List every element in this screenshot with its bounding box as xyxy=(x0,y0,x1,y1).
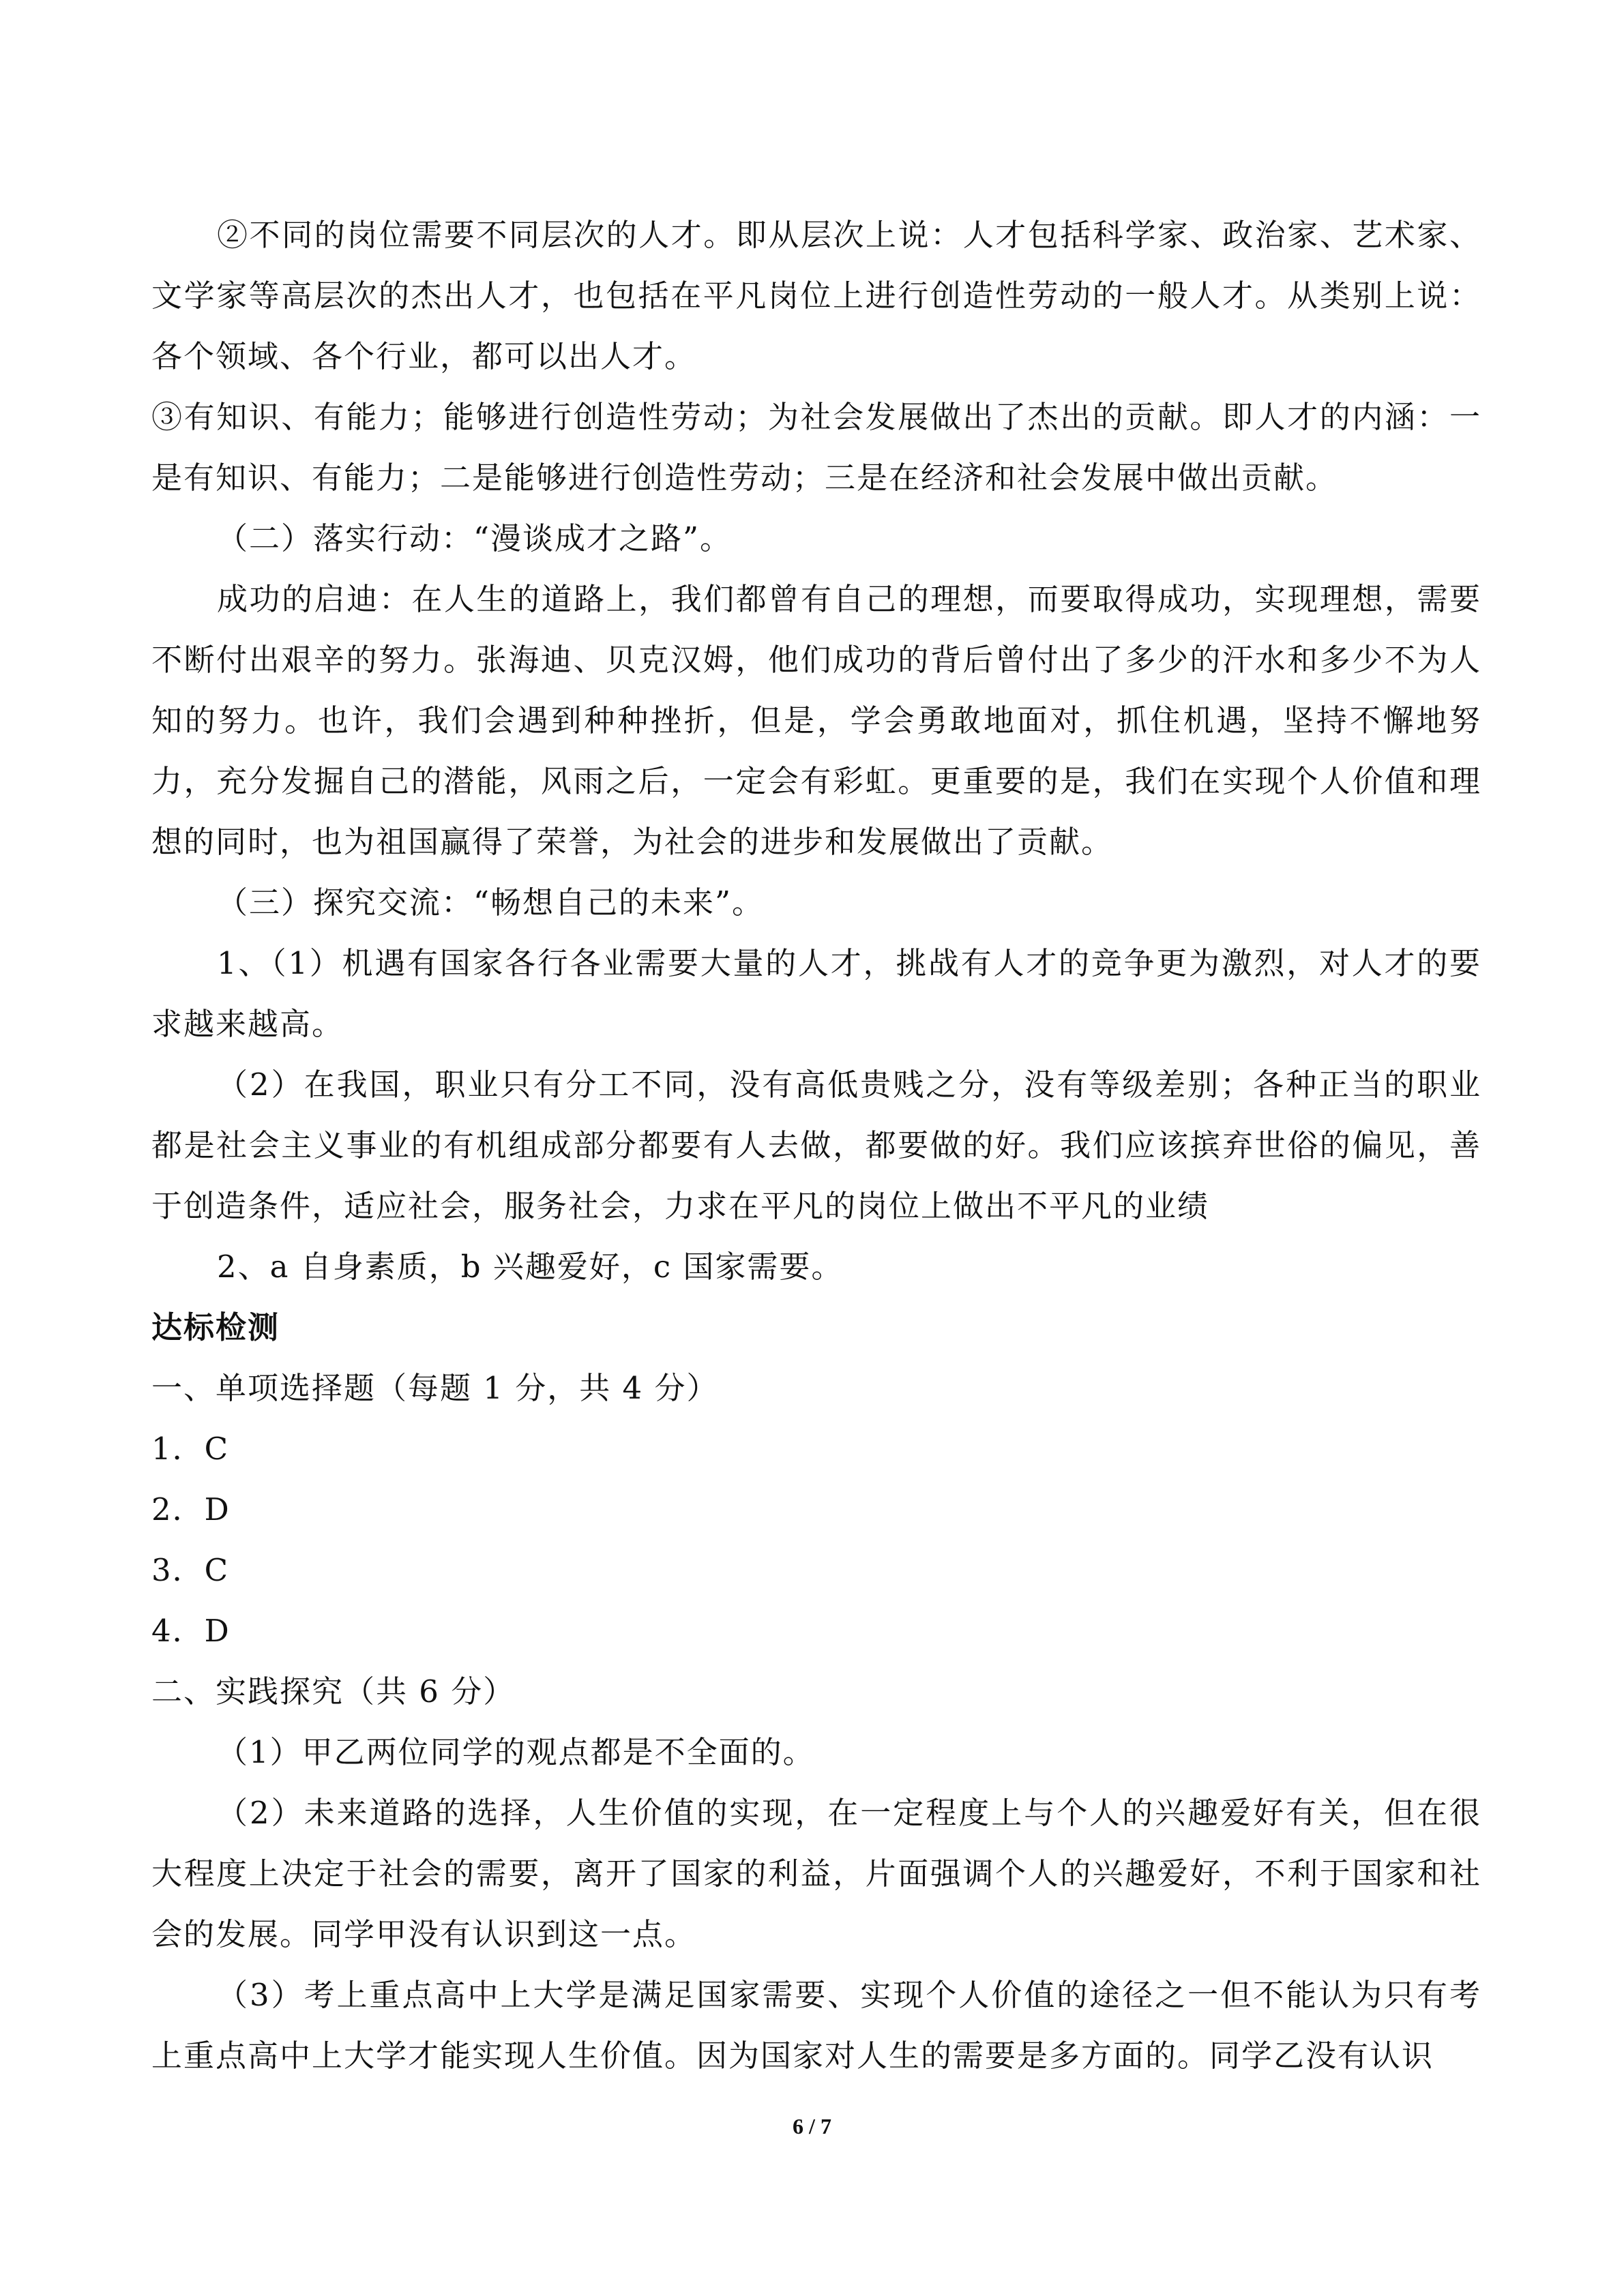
paragraph-success-inspiration: 成功的启迪：在人生的道路上，我们都曾有自己的理想，而要取得成功，实现理想，需要不断付出艰辛的努力。张海迪、贝克汉姆，他们成功的背后曾付出了多少的汗水和多少不为人知的努力。也许，我们会遇到种种挫折，但是，学会勇敢地面对，抓住机遇，坚持不懈地努力，充分发掘自己的潜能，风雨之后，一定会有彩虹。更重要的是，我们在实现个人价值和理想的同时，也为祖国赢得了荣誉，为社会的进步和发展做出了贡献。 xyxy=(151,581,1481,860)
subheading-action: （二）落实行动：“漫谈成才之路”。 xyxy=(217,520,733,556)
part2-answer-3: （3）考上重点高中上大学是满足国家需要、实现个人价值的途径之一但不能认为只有考上重点高中上大学才能实现人生价值。因为国家对人生的需要是多方面的。同学乙没有认识 xyxy=(151,1977,1481,2074)
part2-answer-2: （2）未来道路的选择，人生价值的实现，在一定程度上与个人的兴趣爱好有关，但在很大程度上决定于社会的需要，离开了国家的利益，片面强调个人的兴趣爱好，不利于国家和社会的发展。同学甲没有认识到这一点。 xyxy=(151,1795,1481,1952)
paragraph-talent-levels: ②不同的岗位需要不同层次的人才。即从层次上说：人才包括科学家、政治家、艺术家、文学家等高层次的杰出人才，也包括在平凡岗位上进行创造性劳动的一般人才。从类别上说：各个领域、各个行业，都可以出人才。 xyxy=(151,217,1481,374)
paragraph-talent-definition: ③有知识、有能力；能够进行创造性劳动；为社会发展做出了杰出的贡献。即人才的内涵：一是有知识、有能力；二是能够进行创造性劳动；三是在经济和社会发展中做出贡献。 xyxy=(151,399,1481,496)
paragraph-factors: 2、a 自身素质，b 兴趣爱好，c 国家需要。 xyxy=(217,1249,844,1285)
section-heading-assessment: 达标检测 xyxy=(151,1309,280,1345)
part2-answer-1: （1）甲乙两位同学的观点都是不全面的。 xyxy=(217,1734,815,1770)
document-body xyxy=(151,205,1481,2086)
part1-title: 一、单项选择题（每题 1 分，共 4 分） xyxy=(151,1370,719,1406)
subheading-exploration: （三）探究交流：“畅想自己的未来”。 xyxy=(217,884,765,921)
paragraph-occupation-equality: （2）在我国，职业只有分工不同，没有高低贵贱之分，没有等级差别；各种正当的职业都是社会主义事业的有机组成部分都要有人去做，都要做的好。我们应该摈弃世俗的偏见，善于创造条件，适应社会，服务社会，力求在平凡的岗位上做出不平凡的业绩 xyxy=(151,1067,1481,1224)
page-number: 6 / 7 xyxy=(793,2114,831,2138)
paragraph-opportunity-challenge: 1、（1）机遇有国家各行各业需要大量的人才，挑战有人才的竞争更为激烈，对人才的要求越来越高。 xyxy=(151,945,1481,1042)
answer-item: 2．D xyxy=(151,1491,231,1527)
part2-title: 二、实践探究（共 6 分） xyxy=(151,1673,516,1710)
answer-item: 1．C xyxy=(151,1431,230,1467)
answer-item: 4．D xyxy=(151,1613,231,1649)
answer-item: 3．C xyxy=(151,1552,230,1588)
